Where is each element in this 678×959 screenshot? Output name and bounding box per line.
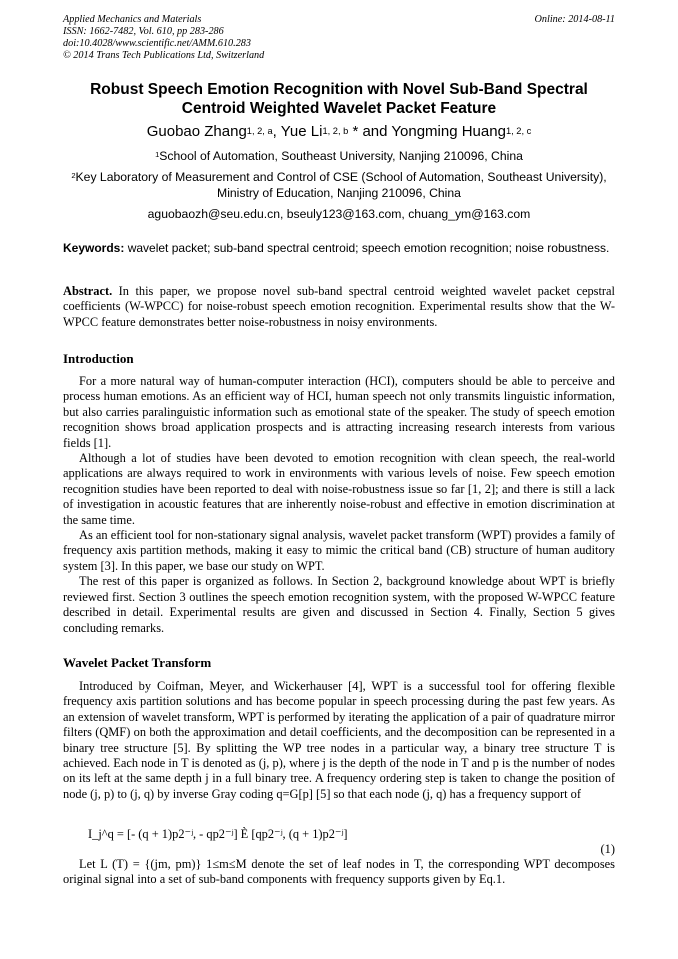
affiliation-1-text: School of Automation, Southeast University, Nanjing 210096, China <box>159 149 523 163</box>
intro-paragraph-3: As an efficient tool for non-stationary signal analysis, wavelet packet transform (WPT) provides a family of frequency axis partition methods, making it easy to mimic the critical band (CB) structure of human auditory system [3]. In this paper, we base our study on WPT. <box>63 528 615 573</box>
keywords <box>63 240 615 256</box>
intro-paragraph-4: The rest of this paper is organized as follows. In Section 2, background knowledge about WPT is briefly reviewed first. Section 3 outlines the speech emotion recognition system, with the proposed W-WPCC feature described in detail. Experimental results are given and discussed in Section 4. Finally, Section 5 gives concluding remarks. <box>63 574 615 635</box>
title-line-2: Centroid Weighted Wavelet Packet Feature <box>181 100 497 117</box>
author-1: Guobao Zhang <box>146 123 247 140</box>
author-1-affil: 1, 2, a <box>246 126 273 136</box>
doi-line: doi:10.4028/www.scientific.net/AMM.610.283 <box>63 38 251 49</box>
wpt-paragraph-2: Let L (T) = {(jm, pm)} 1≤m≤M denote the set of leaf nodes in T, the corresponding WPT decomposes original signal into a set of sub-band components with frequency supports given by Eq.1. <box>63 857 615 887</box>
corresponding-mark: * and <box>348 123 392 140</box>
author-3: Yongming Huang <box>391 123 506 140</box>
keywords-text: wavelet packet; sub-band spectral centroid; speech emotion recognition; noise robustness. <box>124 241 610 255</box>
affiliation-2-line-2: Ministry of Education, Nanjing 210096, China <box>217 186 461 200</box>
equation-1: I_j^q = [- (q + 1)p2⁻ʲ, - qp2⁻ʲ] È [qp2⁻ʲ, (q + 1)p2⁻ʲ] <box>88 827 348 841</box>
author-2: Yue Li <box>280 123 323 140</box>
abstract-label: Abstract. <box>63 284 113 298</box>
journal-header <box>63 14 615 62</box>
section-heading-introduction: Introduction <box>63 351 134 366</box>
abstract-text: In this paper, we propose novel sub-band spectral centroid weighted wavelet packet cepstral coefficients (W-WPCC) for noise-robust speech emotion recognition. Experimental results show that the W-WPCC feature demonstrates better noise-robustness in noisy environments. <box>63 284 615 329</box>
keywords-label: Keywords: <box>63 241 125 255</box>
affiliation-2-line-1: Key Laboratory of Measurement and Control of CSE (School of Automation, Southeast University), <box>75 170 607 184</box>
affiliation-2 <box>56 169 622 201</box>
paper-title <box>40 80 638 118</box>
wpt-body-continued <box>63 857 615 888</box>
author-emails: aguobaozh@seu.edu.cn, bseuly123@163.com, chuang_ym@163.com <box>147 207 531 221</box>
issn-line: ISSN: 1662-7482, Vol. 610, pp 283-286 <box>63 26 224 37</box>
equation-1-number: (1) <box>600 842 615 856</box>
title-line-1: Robust Speech Emotion Recognition with Novel Sub-Band Spectral <box>90 81 588 98</box>
affiliation-1 <box>56 148 622 164</box>
affiliation-1-number: 1 <box>155 150 160 159</box>
introduction-body <box>63 374 615 636</box>
wpt-body <box>63 679 615 802</box>
author-2-affil: 1, 2, b <box>322 126 349 136</box>
section-heading-wpt: Wavelet Packet Transform <box>63 655 212 670</box>
author-list <box>40 123 638 141</box>
journal-name: Applied Mechanics and Materials <box>63 14 202 25</box>
copyright-line: © 2014 Trans Tech Publications Ltd, Switzerland <box>63 50 265 61</box>
intro-paragraph-2: Although a lot of studies have been devoted to emotion recognition with clean speech, the real-world applications are always required to work in environments with various levels of noise. Few speech emotion recognition studies have been reported to deal with noise-robustness issue so far [1, 2]; and there is still a lack of investigation in acoustic features that are inherently noise-robust and effective in emotion discrimination at the same time. <box>63 451 615 527</box>
wpt-paragraph-1: Introduced by Coifman, Meyer, and Wickerhauser [4], WPT is a successful tool for offering flexible frequency axis partition solutions and has become popular in speech processing during the past few years. As an extension of wavelet transform, WPT is performed by iterating the application of a pair of quadrature mirror filters (QMF) on both the approximation and detail coefficients, and the decomposition can be represented in a binary tree structure [5]. By splitting the WP tree nodes in a particular way, a binary tree structure T is achieved. Each node in T is denoted as (j, p), where j is the depth of the node in T and p is the number of nodes on its left at the same depth j in a full binary tree. A frequency ordering step is taken to change the position of node (j, p) to (j, q) by inverse Gray coding q=G[p] [5] so that each node (j, q) has a frequency support of <box>63 679 615 801</box>
affiliation-2-number: 2 <box>71 171 76 180</box>
intro-paragraph-1: For a more natural way of human-computer interaction (HCI), computers should be able to perceive and process human emotions. As an efficient way of HCI, human speech not only transmits linguistic information, but also carries paralinguistic information such as emotional state of the speaker. The study of speech emotion recognition shows broad application prospects and is attracting increasing research interests from various fields [1]. <box>63 374 615 450</box>
author-separator: , <box>272 123 281 140</box>
online-date: Online: 2014-08-11 <box>534 14 615 25</box>
abstract <box>63 284 615 330</box>
author-3-affil: 1, 2, c <box>505 126 532 136</box>
